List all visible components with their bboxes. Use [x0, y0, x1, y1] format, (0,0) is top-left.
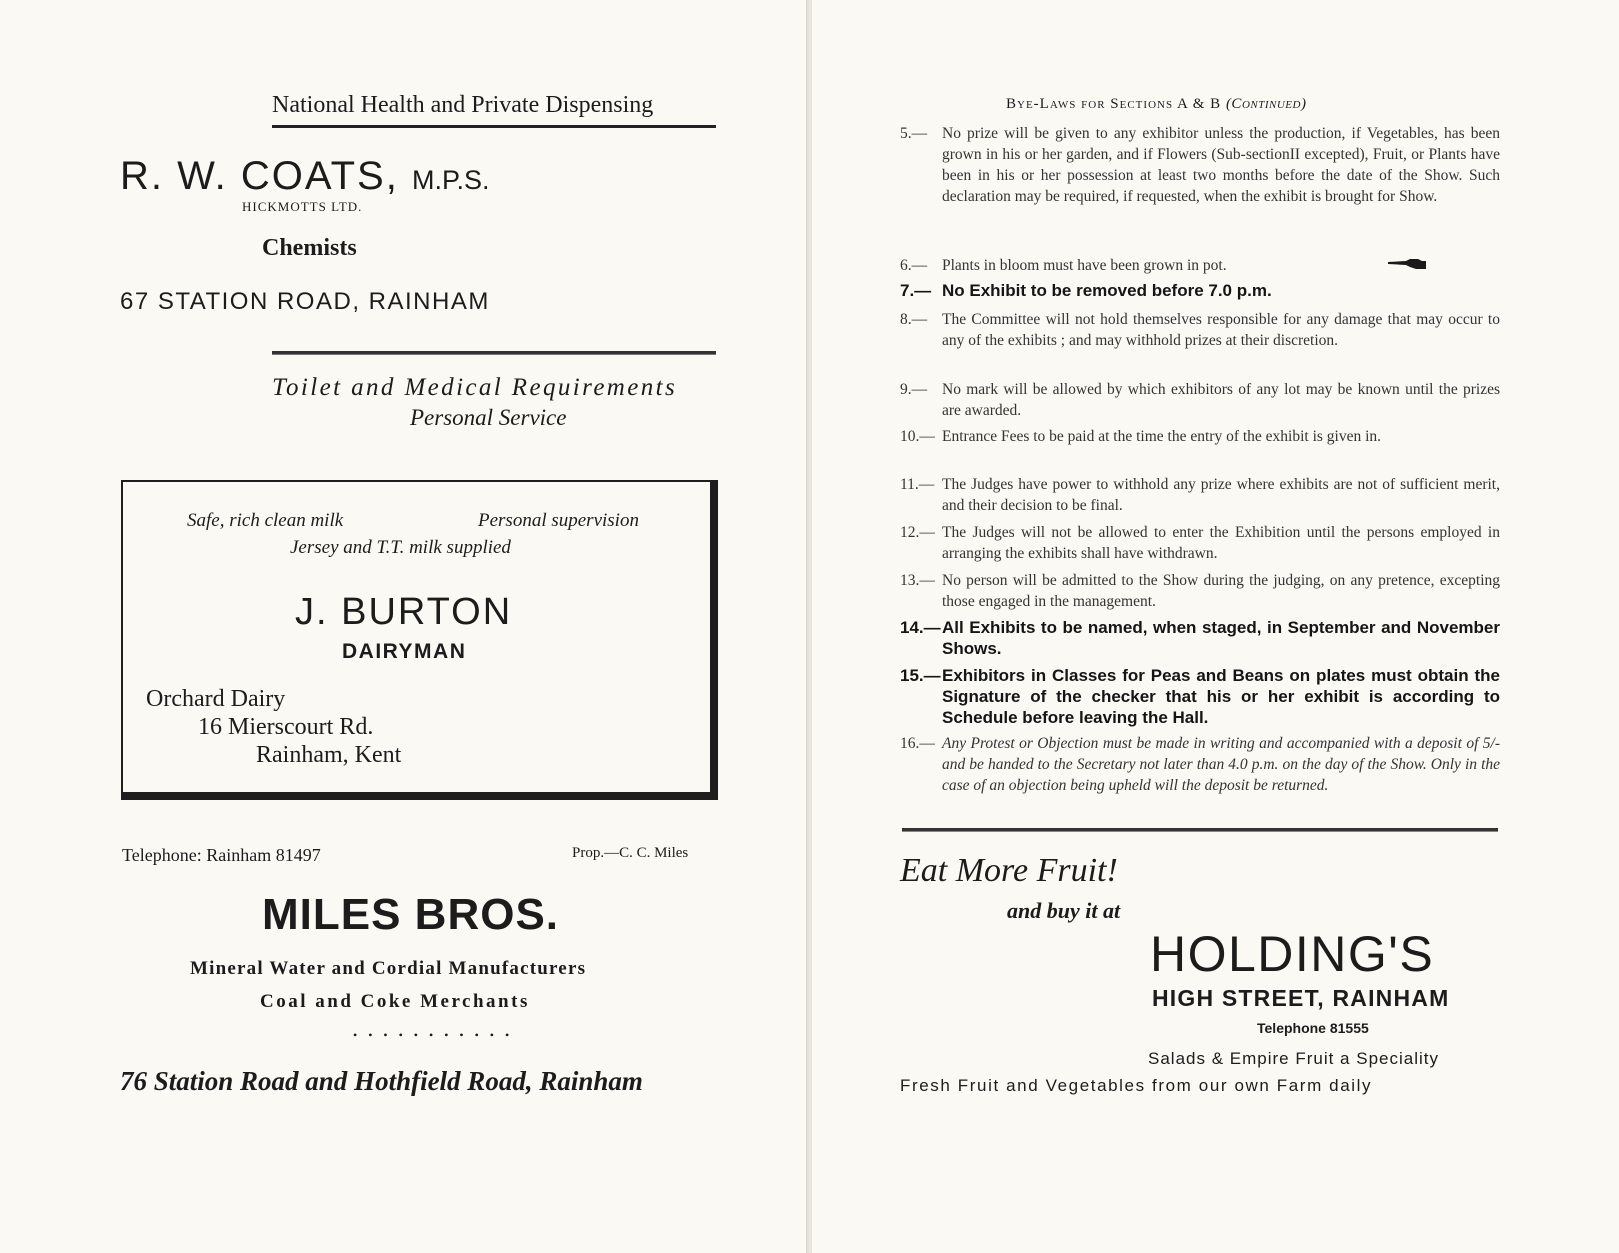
law-text: Entrance Fees to be paid at the time the entry of the exhibit is given in. [942, 428, 1382, 445]
miles-ornament: • • • • • • • • • • • [353, 1028, 514, 1042]
miles-telephone: Telephone: Rainham 81497 [122, 845, 321, 865]
miles-proprietor: Prop.—C. C. Miles [572, 845, 689, 861]
law-number: 7.— [900, 281, 932, 300]
holdings-headline: Eat More Fruit! [900, 852, 1118, 889]
coats-separator-rule [272, 351, 716, 355]
law-item-11 [900, 474, 1500, 516]
law-number: 13.— [900, 572, 935, 589]
burton-name: J. BURTON [295, 591, 513, 633]
holdings-speciality: Salads & Empire Fruit a Speciality [1148, 1049, 1439, 1068]
coats-address: 67 STATION ROAD, RAINHAM [120, 288, 490, 315]
law-text: No prize will be given to any exhibitor unless the production, if Vegetables, has been grown in his or her garden, and if Flowers (Sub-sectionII excepted), Fruit, or Plants have been in his or her possession at least two months before the date of the Show. Such declaration may be required, if requested, when the exhibit is brought for Show. [942, 125, 1500, 205]
law-text: Any Protest or Objection must be made in writing and accompanied with a deposit of 5/- and be handed to the Secretary not later than 4.0 p.m. on the day of the Show. Only in the case of an objection being upheld will the deposit be returned. [942, 735, 1500, 794]
miles-trade-1: Mineral Water and Cordial Manufacturers [190, 958, 587, 979]
law-text: Plants in bloom must have been grown in pot. [942, 257, 1227, 274]
law-item-10 [900, 426, 1500, 447]
coats-tagline-1: Toilet and Medical Requirements [272, 374, 678, 401]
law-text: Exhibitors in Classes for Peas and Beans on plates must obtain the Signature of the checker that his or her exhibit is according to Schedule before leaving the Hall. [942, 666, 1500, 727]
law-item-8 [900, 309, 1500, 351]
law-text: The Judges will not be allowed to enter the Exhibition until the persons employed in arranging the exhibits shall have withdrawn. [942, 524, 1500, 562]
holdings-separator-rule [902, 828, 1498, 832]
law-number: 12.— [900, 524, 935, 541]
holdings-telephone: Telephone 81555 [1257, 1020, 1369, 1036]
law-item-14 [900, 617, 1500, 659]
coats-title-rule [272, 125, 716, 128]
bye-laws-continued: (Continued) [1225, 96, 1307, 112]
holdings-farm: Fresh Fruit and Vegetables from our own Farm daily [900, 1076, 1373, 1095]
burton-slogan-left: Safe, rich clean milk [187, 510, 344, 531]
law-number: 10.— [900, 428, 935, 445]
law-item-5 [900, 123, 1500, 207]
burton-slogan-center: Jersey and T.T. milk supplied [290, 537, 511, 558]
law-item-16 [900, 733, 1500, 796]
burton-address-1: Orchard Dairy [146, 686, 286, 712]
law-number: 6.— [900, 257, 928, 274]
law-number: 5.— [900, 125, 928, 142]
law-text: The Committee will not hold themselves responsible for any damage that may occur to any of the exhibits ; and may withhold prizes at their discretion. [942, 311, 1500, 349]
bye-laws-header [1006, 96, 1306, 113]
miles-trade-2: Coal and Coke Merchants [260, 991, 530, 1012]
coats-trade: Chemists [262, 235, 357, 261]
law-text: No mark will be allowed by which exhibitors of any lot may be known until the prizes are awarded. [942, 381, 1500, 419]
miles-name: MILES BROS. [262, 890, 560, 939]
law-number: 16.— [900, 735, 935, 752]
law-number: 8.— [900, 311, 928, 328]
law-text: All Exhibits to be named, when staged, in September and November Shows. [942, 618, 1500, 658]
burton-address-2: 16 Mierscourt Rd. [198, 714, 374, 740]
law-number: 11.— [900, 476, 935, 493]
law-text: The Judges have power to withhold any prize where exhibits are not of sufficient merit, and their decision to be final. [942, 476, 1500, 514]
holdings-address: HIGH STREET, RAINHAM [1152, 985, 1450, 1011]
bye-laws-title: Bye-Laws for Sections A & B [1006, 96, 1222, 112]
coats-tagline-2: Personal Service [410, 405, 567, 430]
coats-name-text: R. W. COATS, [120, 154, 399, 198]
coats-qualification: M.P.S. [411, 165, 490, 195]
holdings-name: HOLDING'S [1150, 926, 1435, 982]
law-text: No Exhibit to be removed before 7.0 p.m. [942, 281, 1272, 300]
coats-subtitle: HICKMOTTS LTD. [242, 199, 363, 214]
burton-address-3: Rainham, Kent [256, 742, 402, 768]
law-item-7 [900, 280, 1500, 301]
law-item-9 [900, 379, 1500, 421]
law-number: 9.— [900, 381, 928, 398]
law-number: 14.— [900, 618, 941, 637]
coats-ad-title: National Health and Private Dispensing [272, 92, 654, 118]
burton-slogan-right: Personal supervision [478, 510, 639, 531]
law-item-13 [900, 570, 1500, 612]
miles-address: 76 Station Road and Hothfield Road, Rainham [120, 1066, 643, 1096]
law-number: 15.— [900, 666, 941, 685]
pointing-hand-icon [1388, 258, 1428, 270]
holdings-subhead: and buy it at [1007, 898, 1121, 923]
law-item-12 [900, 522, 1500, 564]
law-text: No person will be admitted to the Show during the judging, on any pretence, excepting those engaged in the management. [942, 572, 1500, 610]
coats-name [120, 154, 490, 199]
law-item-15 [900, 665, 1500, 728]
burton-trade: DAIRYMAN [342, 640, 467, 663]
